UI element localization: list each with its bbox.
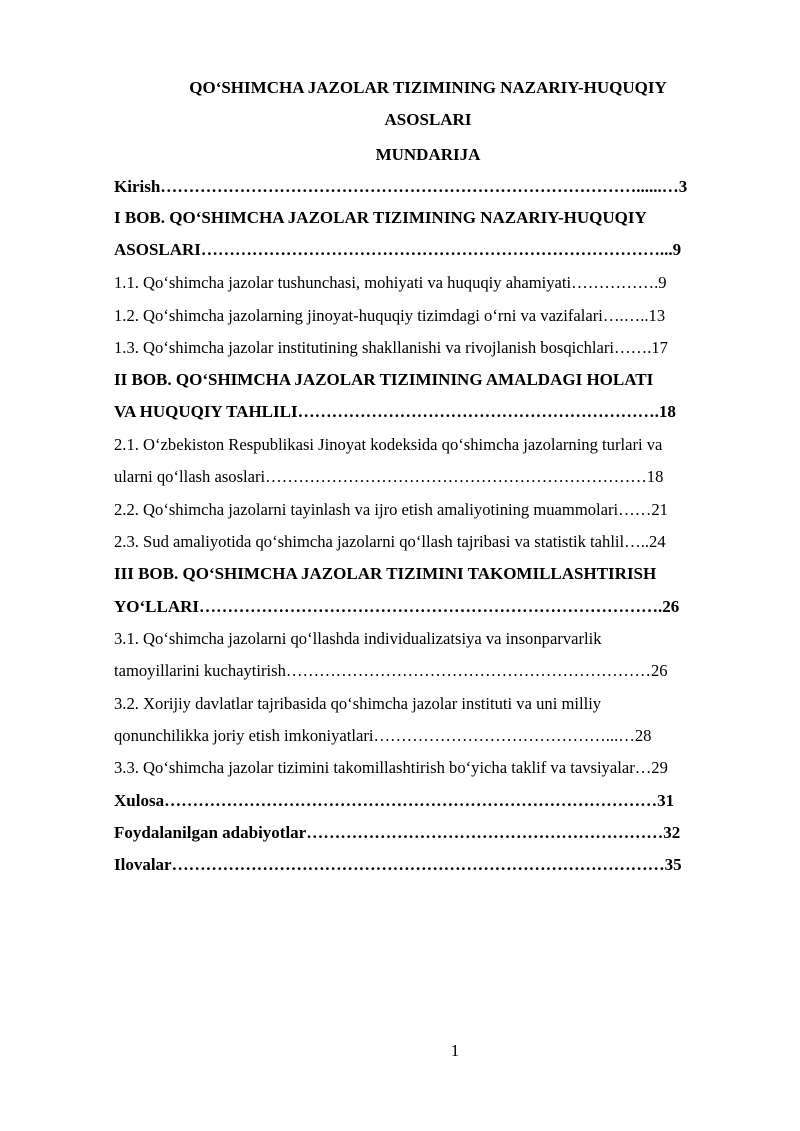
toc-entry-2-1-line-2: ularni qo‘llash asoslari……………………………………………………………18 — [114, 467, 664, 486]
toc-entry-2-3: 2.3. Sud amaliyotida qo‘shimcha jazolarni qo‘llash tajribasi va statistik tahlil…..24 — [114, 532, 666, 551]
toc-entry-references: Foydalanilgan adabiyotlar………………………………………………………32 — [114, 823, 681, 842]
toc-heading: MUNDARIJA — [375, 145, 481, 164]
document-title-line-1: QO‘SHIMCHA JAZOLAR TIZIMINING NAZARIY-HUQUQIY — [189, 78, 667, 97]
toc-entry-1-1: 1.1. Qo‘shimcha jazolar tushunchasi, mohiyati va huquqiy ahamiyati…………….9 — [114, 273, 667, 292]
toc-entry-3-2-line-1: 3.2. Xorijiy davlatlar tajribasida qo‘shimcha jazolar instituti va uni milliy — [114, 694, 602, 713]
toc-entry-2-2: 2.2. Qo‘shimcha jazolarni tayinlash va ijro etish amaliyotining muammolari……21 — [114, 500, 668, 519]
toc-entry-3-1-line-1: 3.1. Qo‘shimcha jazolarni qo‘llashda individualizatsiya va insonparvarlik — [114, 629, 602, 648]
toc-entry-1-2: 1.2. Qo‘shimcha jazolarning jinoyat-huquqiy tizimdagi o‘rni va vazifalari….…..13 — [114, 306, 666, 325]
toc-entry-3-3: 3.3. Qo‘shimcha jazolar tizimini takomillashtirish bo‘yicha taklif va tavsiyalar…29 — [114, 758, 668, 777]
toc-entry-chapter-2-line-1: II BOB. QO‘SHIMCHA JAZOLAR TIZIMINING AMALDAGI HOLATI — [114, 370, 654, 389]
page-number: 1 — [450, 1041, 460, 1060]
toc-entry-chapter-3-line-2: YO‘LLARI……………………………………………………………………….26 — [114, 597, 680, 616]
toc-entry-appendices: Ilovalar……………………………………………………………………………35 — [114, 855, 682, 874]
toc-entry-chapter-3-line-1: III BOB. QO‘SHIMCHA JAZOLAR TIZIMINI TAKOMILLASHTIRISH — [114, 564, 657, 583]
toc-entry-3-1-line-2: tamoyillarini kuchaytirish…………………………………………………………26 — [114, 661, 668, 680]
toc-entry-conclusion: Xulosa……………………………………………………………………………31 — [114, 791, 675, 810]
toc-entry-chapter-1-line-2: ASOSLARI………………………………………………………………………...9 — [114, 240, 682, 259]
document-title-line-2: ASOSLARI — [384, 110, 472, 129]
toc-entry-1-3: 1.3. Qo‘shimcha jazolar institutining shakllanishi va rivojlanish bosqichlari…….17 — [114, 338, 668, 357]
toc-entry-introduction: Kirish…………………………………………………………………………......…3 — [114, 177, 688, 196]
toc-entry-chapter-1-line-1: I BOB. QO‘SHIMCHA JAZOLAR TIZIMINING NAZARIY-HUQUQIY — [114, 208, 647, 227]
toc-entry-chapter-2-line-2: VA HUQUQIY TAHLILI……………………………………………………….18 — [114, 402, 676, 421]
toc-entry-3-2-line-2: qonunchilikka joriy etish imkoniyatlari……………………………………...…28 — [114, 726, 652, 745]
toc-entry-2-1-line-1: 2.1. O‘zbekiston Respublikasi Jinoyat kodeksida qo‘shimcha jazolarning turlari va — [114, 435, 663, 454]
